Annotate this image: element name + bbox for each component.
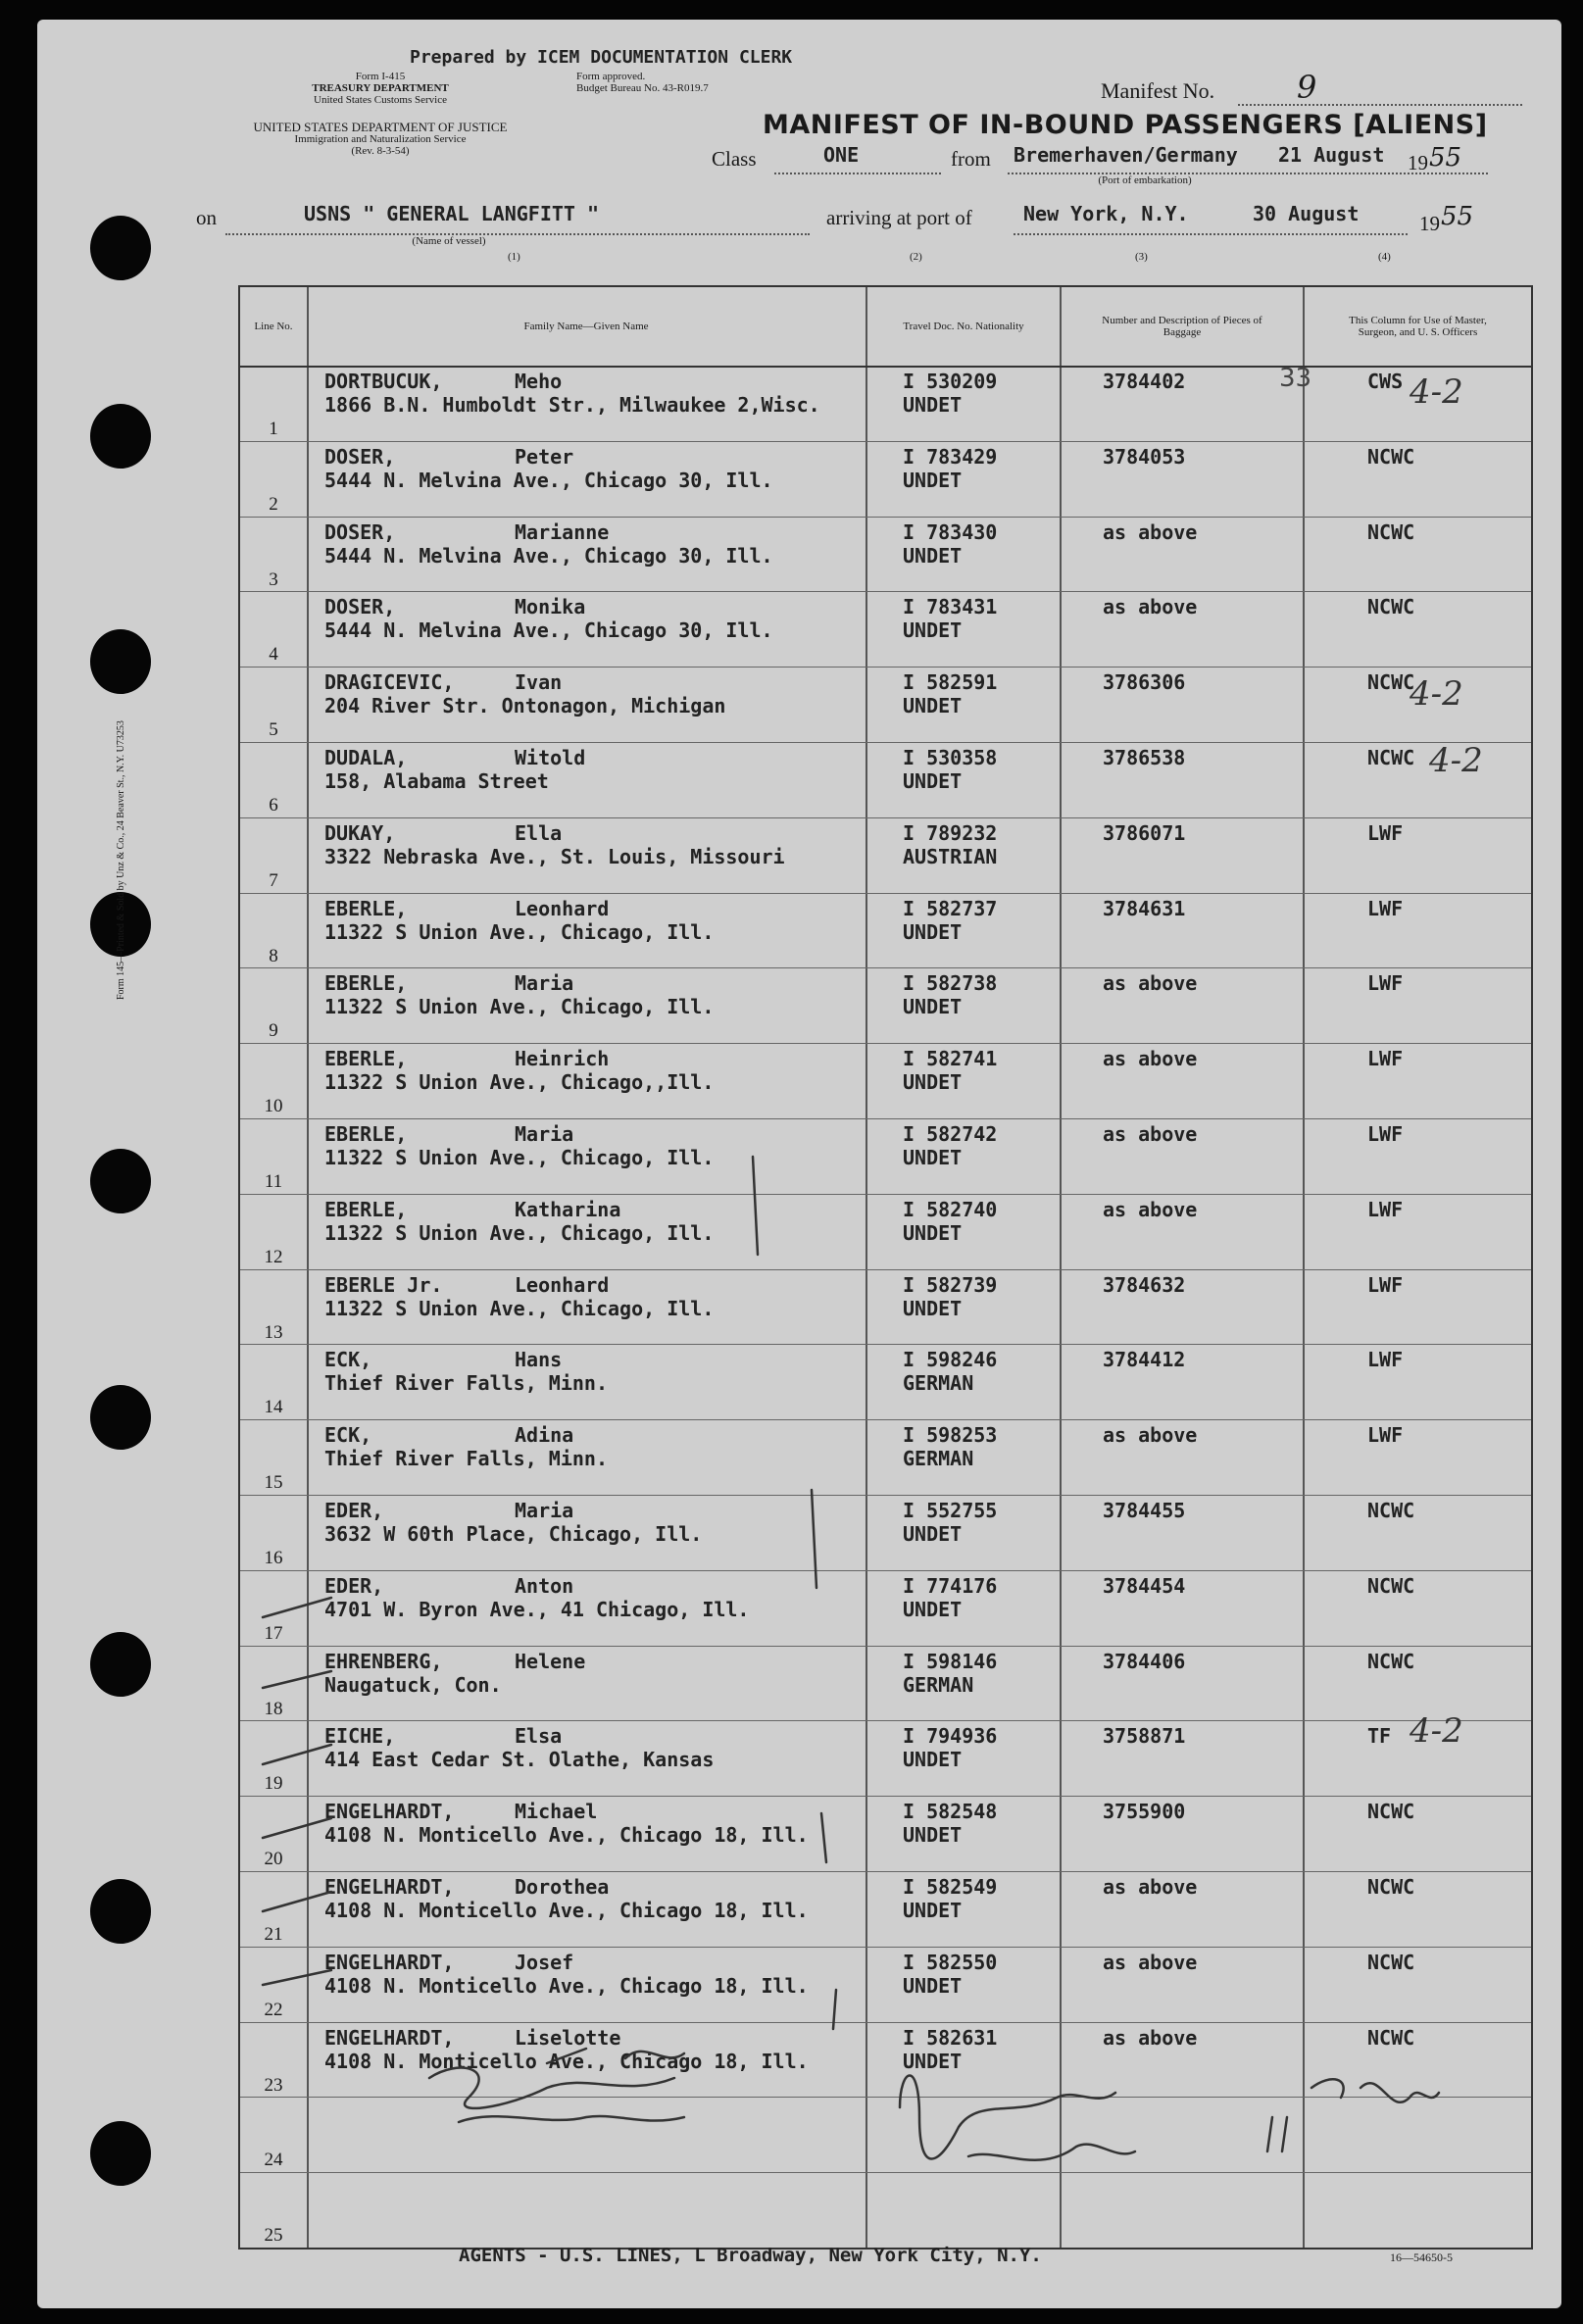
class-value: ONE xyxy=(823,143,860,167)
travel-doc-no: I 598253 xyxy=(903,1423,998,1448)
address: 3632 W 60th Place, Chicago, Ill. xyxy=(324,1522,703,1546)
baggage-note: 33 xyxy=(1279,364,1312,393)
officer-code: NCWC xyxy=(1367,1499,1415,1522)
family-name: ENGELHARDT, xyxy=(324,2025,455,2050)
officer-code: LWF xyxy=(1367,896,1404,920)
arriving-label: arriving at port of xyxy=(826,206,972,229)
line-number: 10 xyxy=(264,1096,283,1117)
nationality: UNDET xyxy=(903,468,963,492)
travel-doc-no: I 774176 xyxy=(903,1573,998,1598)
form-approval: Form approved. Budget Bureau No. 43-R019.7 xyxy=(576,71,709,94)
baggage: as above xyxy=(1103,1197,1198,1221)
family-name: EBERLE, xyxy=(324,1197,408,1221)
travel-doc-no: I 794936 xyxy=(903,1724,998,1749)
officer-code: LWF xyxy=(1367,1047,1404,1071)
line-number: 21 xyxy=(264,1924,283,1945)
officer-code: NCWC xyxy=(1367,746,1415,769)
officer-code: LWF xyxy=(1367,1423,1404,1448)
travel-doc-no: I 582742 xyxy=(903,1122,998,1146)
nationality: GERMAN xyxy=(903,1447,974,1471)
nationality: UNDET xyxy=(903,1748,963,1772)
family-name: DOSER, xyxy=(324,519,396,544)
baggage: 3784455 xyxy=(1103,1499,1186,1522)
given-name: Maria xyxy=(515,1499,574,1522)
family-name: EBERLE, xyxy=(324,1122,408,1146)
margin-mark: 4-2 xyxy=(1429,741,1483,780)
given-name: Peter xyxy=(515,444,574,469)
nationality: UNDET xyxy=(903,393,963,417)
given-name: Hans xyxy=(515,1348,563,1372)
family-name: DOSER, xyxy=(324,595,396,619)
family-name: EICHE, xyxy=(324,1724,396,1749)
handwritten-signatures xyxy=(37,20,1561,2308)
address: Thief River Falls, Minn. xyxy=(324,1371,608,1396)
baggage: as above xyxy=(1103,519,1198,544)
family-name: EHRENBERG, xyxy=(324,1649,443,1673)
baggage: as above xyxy=(1103,1875,1198,1899)
address: 11322 S Union Ave., Chicago, Ill. xyxy=(324,1146,715,1169)
family-name: EBERLE, xyxy=(324,1047,408,1071)
family-name: DORTBUCUK, xyxy=(324,370,443,393)
travel-doc-no: I 582591 xyxy=(903,670,998,695)
address: 11322 S Union Ave., Chicago, Ill. xyxy=(324,1296,715,1320)
col-num-4: (4) xyxy=(1378,251,1391,263)
baggage: 3784631 xyxy=(1103,896,1186,920)
given-name: Liselotte xyxy=(515,2025,621,2050)
travel-doc-no: I 582549 xyxy=(903,1875,998,1899)
address: Thief River Falls, Minn. xyxy=(324,1447,608,1471)
prepared-by: Prepared by ICEM DOCUMENTATION CLERK xyxy=(410,47,793,68)
travel-doc-no: I 582548 xyxy=(903,1800,998,1824)
baggage: as above xyxy=(1103,595,1198,619)
given-name: Heinrich xyxy=(515,1047,610,1071)
baggage: 3784632 xyxy=(1103,1272,1186,1297)
line-number: 11 xyxy=(264,1171,283,1192)
baggage: 3784454 xyxy=(1103,1573,1186,1598)
nationality: UNDET xyxy=(903,694,963,718)
col-num-1: (1) xyxy=(508,251,520,263)
baggage: 3786306 xyxy=(1103,670,1186,695)
baggage: as above xyxy=(1103,1047,1198,1071)
line-number: 9 xyxy=(269,1020,278,1042)
depart-date: 21 August xyxy=(1278,143,1385,167)
given-name: Maria xyxy=(515,971,574,996)
baggage: 3784406 xyxy=(1103,1649,1186,1673)
family-name: ENGELHARDT, xyxy=(324,1950,455,1974)
travel-doc-no: I 582739 xyxy=(903,1272,998,1297)
nationality: UNDET xyxy=(903,1296,963,1320)
nationality: GERMAN xyxy=(903,1672,974,1697)
given-name: Anton xyxy=(515,1573,574,1598)
travel-doc-no: I 598146 xyxy=(903,1649,998,1673)
address: 5444 N. Melvina Ave., Chicago 30, Ill. xyxy=(324,468,773,492)
baggage: as above xyxy=(1103,2025,1198,2050)
officer-code: TF xyxy=(1367,1724,1392,1749)
officer-code: NCWC xyxy=(1367,1800,1415,1824)
nationality: UNDET xyxy=(903,1899,963,1922)
nationality: UNDET xyxy=(903,1220,963,1245)
travel-doc-no: I 530209 xyxy=(903,370,998,393)
given-name: Witold xyxy=(515,746,586,769)
baggage: 3784402 xyxy=(1103,370,1186,393)
family-name: EDER, xyxy=(324,1573,384,1598)
form-number: Form I-415 TREASURY DEPARTMENT United States Customs Service xyxy=(312,71,449,106)
family-name: DOSER, xyxy=(324,444,396,469)
family-name: EBERLE Jr. xyxy=(324,1272,443,1297)
line-number: 8 xyxy=(269,945,278,966)
officer-code: LWF xyxy=(1367,1197,1404,1221)
manifest-title: MANIFEST OF IN-BOUND PASSENGERS [ALIENS] xyxy=(763,110,1488,140)
family-name: ENGELHARDT, xyxy=(324,1875,455,1899)
on-label: on xyxy=(196,206,217,229)
given-name: Ivan xyxy=(515,670,563,695)
family-name: ECK, xyxy=(324,1423,372,1448)
family-name: EDER, xyxy=(324,1499,384,1522)
given-name: Marianne xyxy=(515,519,610,544)
travel-doc-no: I 783431 xyxy=(903,595,998,619)
nationality: GERMAN xyxy=(903,1371,974,1396)
officer-code: NCWC xyxy=(1367,519,1415,544)
arrival-date: 30 August xyxy=(1253,202,1360,225)
side-printer-note: Form 145—Printed & Sold by Unz & Co., 24 Beaver St., N.Y. U73253 xyxy=(116,720,126,1000)
address: Naugatuck, Con. xyxy=(324,1672,502,1697)
line-number: 16 xyxy=(264,1548,283,1568)
line-number: 24 xyxy=(264,2150,283,2171)
travel-doc-no: I 582550 xyxy=(903,1950,998,1974)
address: 11322 S Union Ave., Chicago, Ill. xyxy=(324,1220,715,1245)
manifest-no-label: Manifest No. xyxy=(1101,78,1215,103)
travel-doc-no: I 598246 xyxy=(903,1348,998,1372)
line-number: 15 xyxy=(264,1472,283,1494)
col-num-3: (3) xyxy=(1135,251,1148,263)
address: 3322 Nebraska Ave., St. Louis, Missouri xyxy=(324,844,785,868)
given-name: Leonhard xyxy=(515,896,610,920)
given-name: Ella xyxy=(515,820,563,845)
baggage: as above xyxy=(1103,971,1198,996)
officer-code: NCWC xyxy=(1367,1649,1415,1673)
nationality: UNDET xyxy=(903,1146,963,1169)
baggage: 3786538 xyxy=(1103,746,1186,769)
nationality: UNDET xyxy=(903,995,963,1019)
given-name: Leonhard xyxy=(515,1272,610,1297)
address: 4108 N. Monticello Ave., Chicago 18, Ill. xyxy=(324,1899,809,1922)
arrival-year: 55 xyxy=(1441,202,1474,231)
line-number: 20 xyxy=(264,1849,283,1870)
given-name: Josef xyxy=(515,1950,574,1974)
address: 4701 W. Byron Ave., 41 Chicago, Ill. xyxy=(324,1597,750,1621)
baggage: 3755900 xyxy=(1103,1800,1186,1824)
officer-code: NCWC xyxy=(1367,1950,1415,1974)
line-number: 7 xyxy=(269,869,278,891)
col-header-travel-doc: Travel Doc. No. Nationality xyxy=(903,321,1024,332)
officer-code: LWF xyxy=(1367,1122,1404,1146)
col-header-baggage: Number and Description of Pieces of Baggage xyxy=(1102,315,1262,338)
travel-doc-no: I 552755 xyxy=(903,1499,998,1522)
depart-year-prefix: 19 xyxy=(1408,151,1428,174)
family-name: DUDALA, xyxy=(324,746,408,769)
officer-code: NCWC xyxy=(1367,1875,1415,1899)
officer-code: NCWC xyxy=(1367,1573,1415,1598)
from-label: from xyxy=(951,147,991,171)
margin-mark: 4-2 xyxy=(1410,372,1463,412)
family-name: ENGELHARDT, xyxy=(324,1800,455,1824)
travel-doc-no: I 789232 xyxy=(903,820,998,845)
address: 5444 N. Melvina Ave., Chicago 30, Ill. xyxy=(324,618,773,643)
line-number: 13 xyxy=(264,1321,283,1343)
line-number: 22 xyxy=(264,1999,283,2020)
nationality: AUSTRIAN xyxy=(903,844,998,868)
family-name: DRAGICEVIC, xyxy=(324,670,455,695)
officer-code: LWF xyxy=(1367,1348,1404,1372)
manifest-no-value: 9 xyxy=(1297,69,1317,106)
arrival-year-prefix: 19 xyxy=(1419,212,1440,235)
baggage: 3784053 xyxy=(1103,444,1186,469)
travel-doc-no: I 582740 xyxy=(903,1197,998,1221)
given-name: Dorothea xyxy=(515,1875,610,1899)
nationality: UNDET xyxy=(903,543,963,568)
class-label: Class xyxy=(712,147,757,171)
line-number: 5 xyxy=(269,719,278,741)
address: 4108 N. Monticello Ave., Chicago 18, Ill. xyxy=(324,1973,809,1998)
travel-doc-no: I 582737 xyxy=(903,896,998,920)
officer-code: CWS xyxy=(1367,370,1404,393)
address: 11322 S Union Ave., Chicago, Ill. xyxy=(324,919,715,944)
line-number: 19 xyxy=(264,1773,283,1795)
given-name: Elsa xyxy=(515,1724,563,1749)
margin-mark: 4-2 xyxy=(1410,674,1463,714)
given-name: Meho xyxy=(515,370,563,393)
nationality: UNDET xyxy=(903,2049,963,2073)
line-number: 4 xyxy=(269,644,278,666)
officer-code: NCWC xyxy=(1367,2025,1415,2050)
vessel-label: (Name of vessel) xyxy=(412,235,486,247)
baggage: 3758871 xyxy=(1103,1724,1186,1749)
nationality: UNDET xyxy=(903,919,963,944)
address: 158, Alabama Street xyxy=(324,769,549,793)
family-name: DUKAY, xyxy=(324,820,396,845)
nationality: UNDET xyxy=(903,1823,963,1848)
address: 4108 N. Monticello Ave., Chicago 18, Ill. xyxy=(324,1823,809,1848)
col-num-2: (2) xyxy=(910,251,922,263)
baggage: as above xyxy=(1103,1423,1198,1448)
travel-doc-no: I 582738 xyxy=(903,971,998,996)
form-code: 16—54650-5 xyxy=(1390,2250,1453,2264)
baggage: 3784412 xyxy=(1103,1348,1186,1372)
baggage: as above xyxy=(1103,1950,1198,1974)
officer-code: LWF xyxy=(1367,820,1404,845)
given-name: Adina xyxy=(515,1423,574,1448)
justice-dept: UNITED STATES DEPARTMENT OF JUSTICE Immigration and Naturalization Service (Rev. 8-3-54) xyxy=(253,120,508,157)
col-header-officers: This Column for Use of Master, Surgeon, and U. S. Officers xyxy=(1349,315,1487,338)
family-name: EBERLE, xyxy=(324,896,408,920)
baggage: as above xyxy=(1103,1122,1198,1146)
nationality: UNDET xyxy=(903,1973,963,1998)
address: 4108 N. Monticello Ave., Chicago 18, Ill. xyxy=(324,2049,809,2073)
agents-footer: AGENTS - U.S. LINES, L Broadway, New York City, N.Y. xyxy=(459,2245,1042,2266)
line-number: 12 xyxy=(264,1246,283,1267)
travel-doc-no: I 582631 xyxy=(903,2025,998,2050)
officer-code: LWF xyxy=(1367,1272,1404,1297)
col-header-name: Family Name—Given Name xyxy=(523,321,649,332)
officer-code: NCWC xyxy=(1367,670,1415,695)
margin-mark: 4-2 xyxy=(1410,1711,1463,1751)
nationality: UNDET xyxy=(903,618,963,643)
address: 11322 S Union Ave., Chicago,,Ill. xyxy=(324,1070,715,1095)
col-header-line: Line No. xyxy=(254,321,293,332)
given-name: Monika xyxy=(515,595,586,619)
baggage: 3786071 xyxy=(1103,820,1186,845)
nationality: UNDET xyxy=(903,1522,963,1546)
travel-doc-no: I 783430 xyxy=(903,519,998,544)
line-number: 23 xyxy=(264,2074,283,2096)
given-name: Helene xyxy=(515,1649,586,1673)
given-name: Maria xyxy=(515,1122,574,1146)
line-number: 17 xyxy=(264,1622,283,1644)
family-name: ECK, xyxy=(324,1348,372,1372)
nationality: UNDET xyxy=(903,1070,963,1095)
line-number: 6 xyxy=(269,795,278,816)
travel-doc-no: I 530358 xyxy=(903,746,998,769)
from-value: Bremerhaven/Germany xyxy=(1014,143,1238,167)
officer-code: LWF xyxy=(1367,971,1404,996)
travel-doc-no: I 582741 xyxy=(903,1047,998,1071)
line-number: 18 xyxy=(264,1698,283,1719)
line-number: 2 xyxy=(269,493,278,515)
address: 204 River Str. Ontonagon, Michigan xyxy=(324,694,726,718)
nationality: UNDET xyxy=(903,769,963,793)
line-number: 14 xyxy=(264,1397,283,1418)
nationality: UNDET xyxy=(903,1597,963,1621)
given-name: Michael xyxy=(515,1800,598,1824)
officer-code: NCWC xyxy=(1367,444,1415,469)
arrival-port: New York, N.Y. xyxy=(1023,202,1189,225)
address: 5444 N. Melvina Ave., Chicago 30, Ill. xyxy=(324,543,773,568)
address: 1866 B.N. Humboldt Str., Milwaukee 2,Wisc. xyxy=(324,393,820,417)
line-number: 3 xyxy=(269,569,278,590)
line-number: 1 xyxy=(269,419,278,439)
manifest-page xyxy=(37,20,1561,2308)
address: 414 East Cedar St. Olathe, Kansas xyxy=(324,1748,715,1772)
given-name: Katharina xyxy=(515,1197,621,1221)
travel-doc-no: I 783429 xyxy=(903,444,998,469)
depart-year: 55 xyxy=(1429,143,1462,173)
port-embark-label: (Port of embarkation) xyxy=(1098,174,1192,186)
line-number: 25 xyxy=(264,2225,283,2247)
address: 11322 S Union Ave., Chicago, Ill. xyxy=(324,995,715,1019)
officer-code: NCWC xyxy=(1367,595,1415,619)
vessel-name: USNS " GENERAL LANGFITT " xyxy=(304,202,600,225)
family-name: EBERLE, xyxy=(324,971,408,996)
